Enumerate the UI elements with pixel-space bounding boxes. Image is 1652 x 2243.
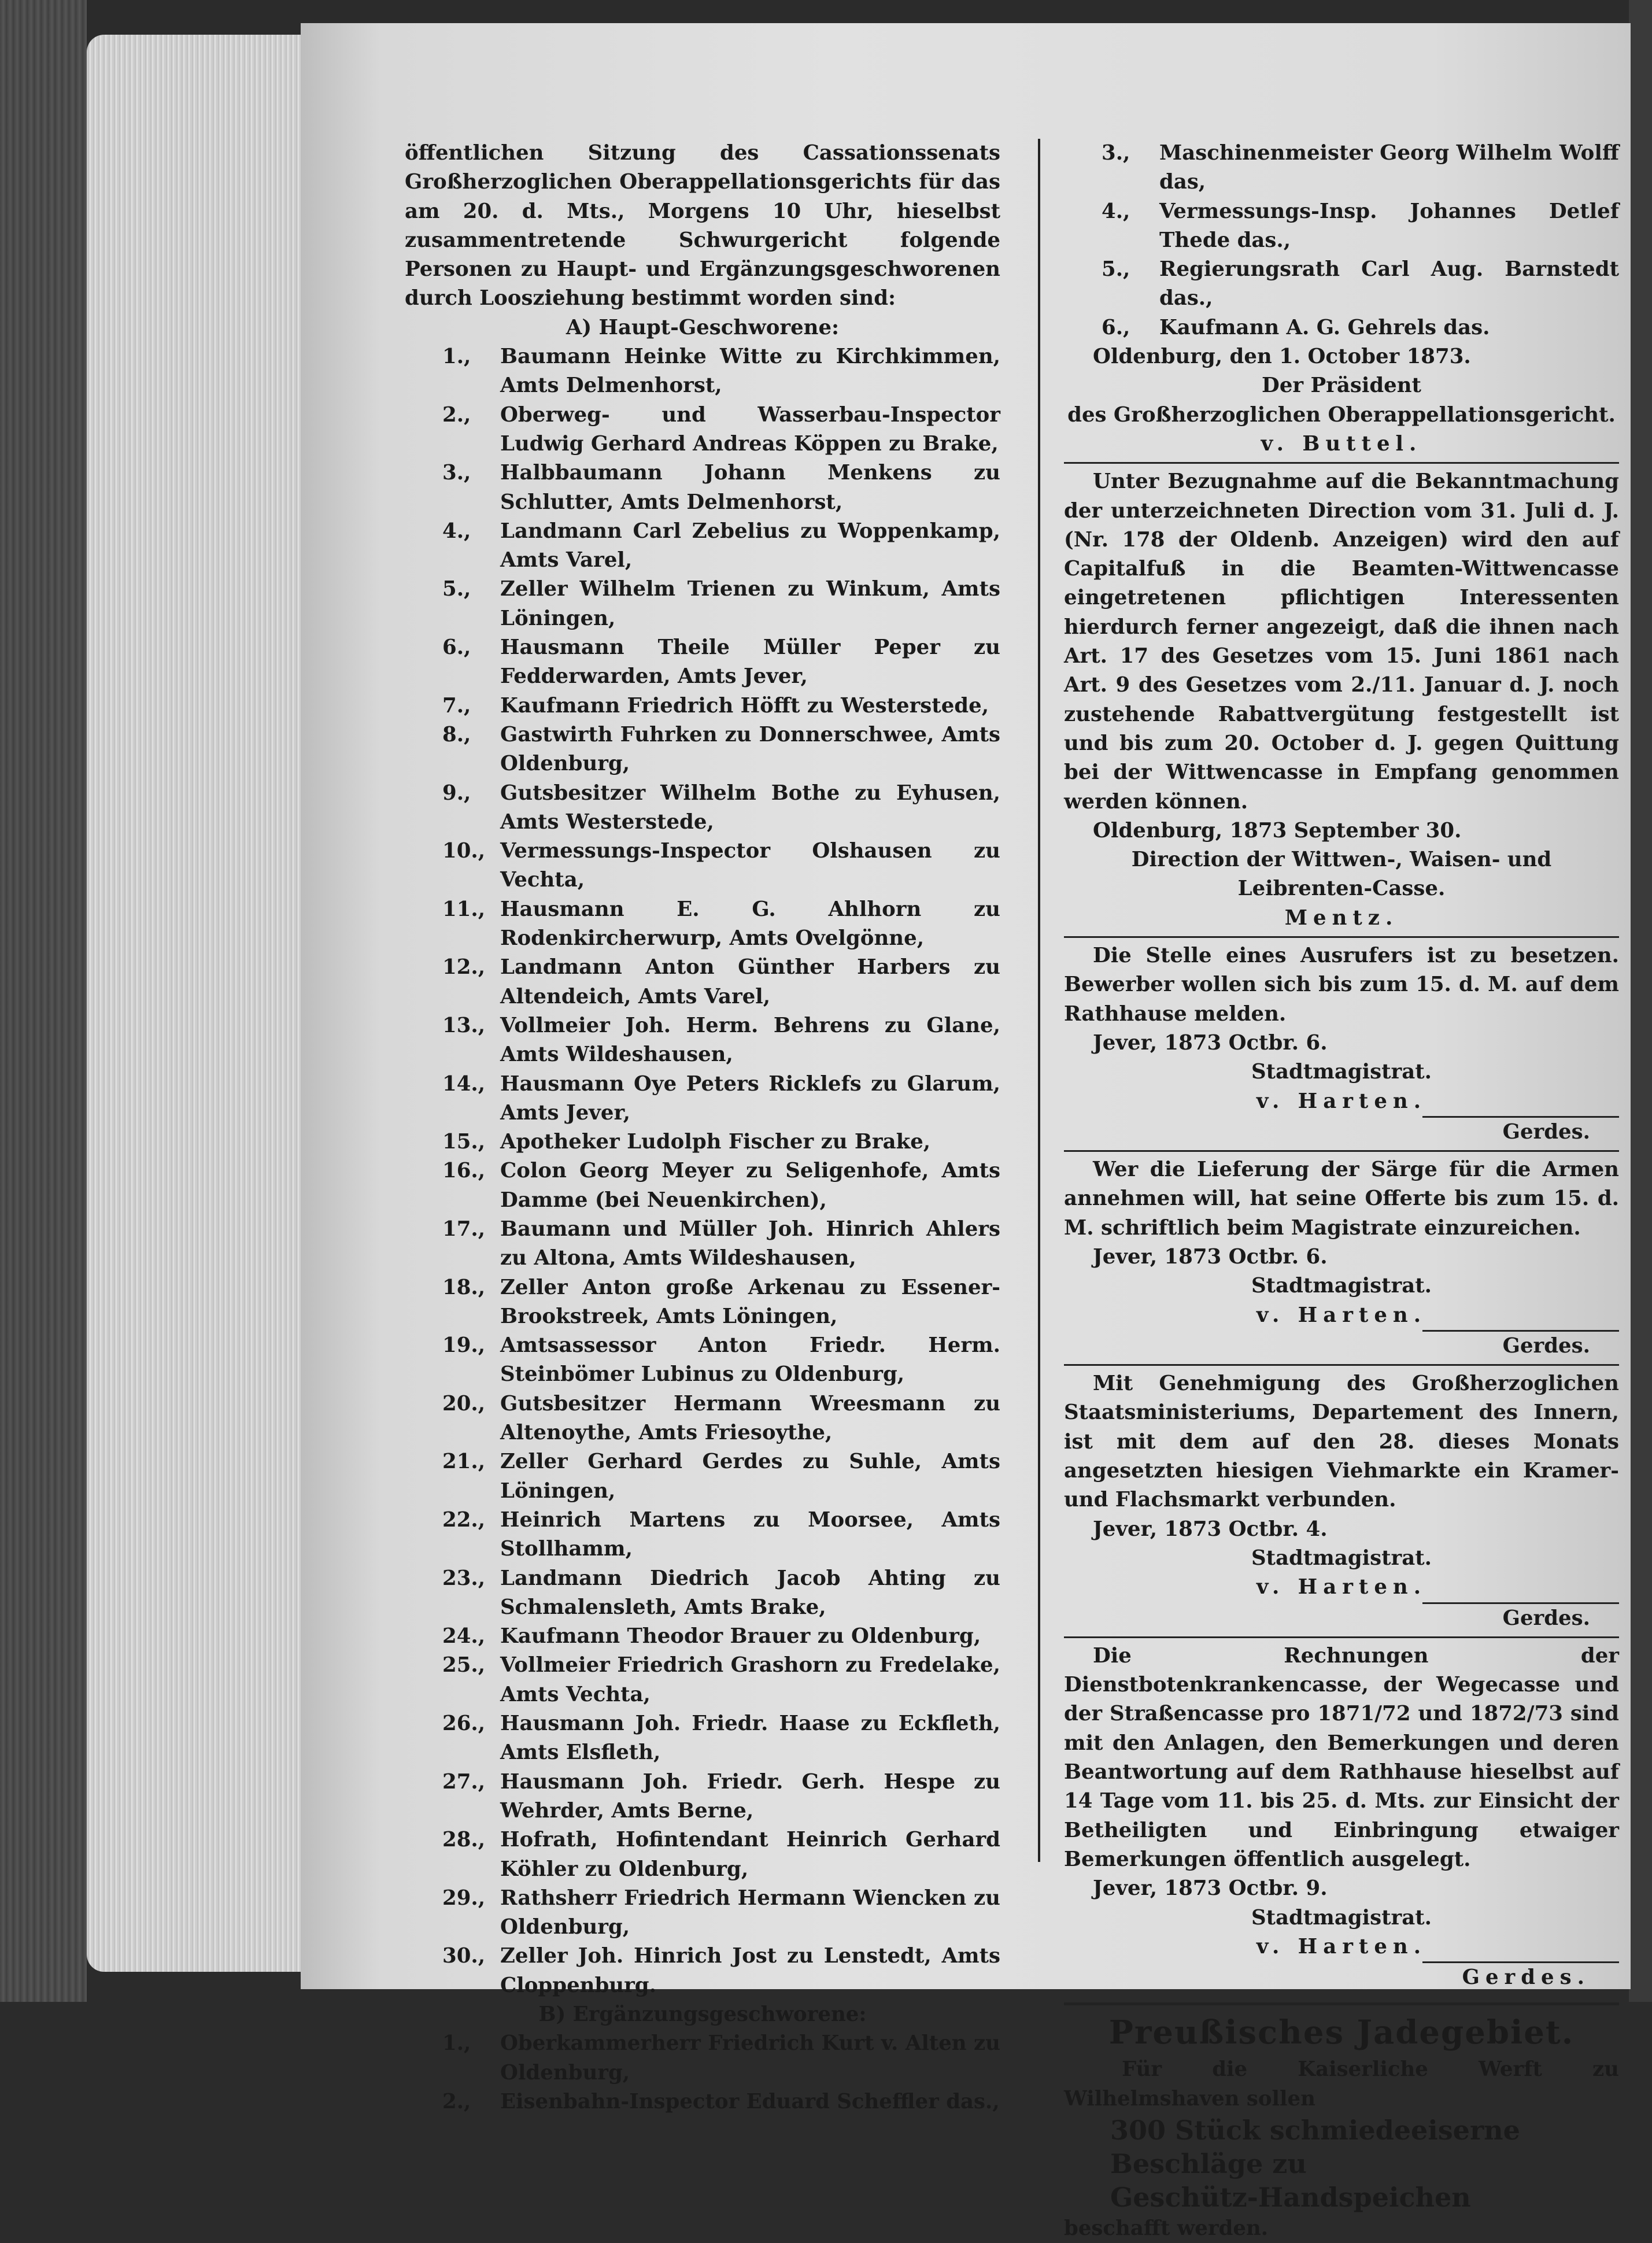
list-item	[405, 517, 1000, 575]
item-text: Halbbaumann Johann Menkens zu Schlutter, Amts Delmenhorst,	[500, 461, 1000, 514]
left-column	[405, 139, 1000, 2116]
list-item	[405, 953, 1000, 1011]
item-number: 20.,	[442, 1391, 486, 1416]
divider-1	[1064, 462, 1619, 464]
signature-mentz: Mentz.	[1284, 906, 1399, 930]
list-item	[405, 895, 1000, 954]
list-item	[405, 1390, 1000, 1448]
list-item	[405, 1331, 1000, 1390]
item-number: 12.,	[442, 955, 486, 980]
magistrat-4: Stadtmagistrat.	[1251, 1274, 1432, 1298]
date-2: Oldenburg, 1873 September 30.	[1093, 818, 1462, 842]
list-item	[405, 779, 1000, 837]
list-item	[405, 1070, 1000, 1128]
item-text: Landmann Diedrich Jacob Ahting zu Schmalensleth, Amts Brake,	[500, 1566, 1000, 1619]
item-number: 8.,	[442, 722, 471, 747]
item-text: Vollmeier Friedrich Grashorn zu Fredelake, Amts Vechta,	[500, 1653, 1000, 1706]
item-number: 16.,	[442, 1159, 486, 1183]
list-item	[405, 1709, 1000, 1768]
item-text: Zeller Wilhelm Trienen zu Winkum, Amts Löningen,	[500, 577, 1000, 630]
harten-3: v. Harten.	[1256, 1089, 1427, 1113]
list-item	[405, 401, 1000, 459]
list-item	[405, 837, 1000, 895]
item-text: Oberweg- und Wasserbau-Inspector Ludwig Gerhard Andreas Köppen zu Brake,	[500, 402, 1000, 456]
list-item	[405, 1011, 1000, 1070]
item-number: 4.,	[442, 519, 471, 543]
item-text: Gutsbesitzer Wilhelm Bothe zu Eyhusen, Amts Westerstede,	[500, 781, 1000, 834]
list-item	[405, 342, 1000, 401]
book-spine-edge	[0, 0, 87, 2002]
item-number: 2.,	[442, 402, 471, 427]
date-5: Jever, 1873 Octbr. 4.	[1093, 1517, 1328, 1541]
item-number: 3.,	[442, 461, 471, 485]
item-number: 1.,	[442, 2031, 471, 2056]
gerdes-4: Gerdes.	[1502, 1333, 1590, 1358]
item-text: Hausmann Joh. Friedr. Haase zu Eckfleth, Amts Elsfleth,	[500, 1712, 1000, 1765]
item-number: 24.,	[442, 1624, 486, 1649]
item-text: Gastwirth Fuhrken zu Donnerschwee, Amts Oldenburg,	[500, 722, 1000, 776]
item-number: 23.,	[442, 1566, 486, 1590]
intro-text: öffentlichen Sitzung des Cassationssenats Großherzoglichen Oberappellationsgerichts für das am 20. d. Mts., Morgens 10 Uhr, hieselbst zusammentretende Schwurgericht folgende Personen zu Haupt- und Ergänzungsgeschworenen durch Loosziehung bestimmt worden sind:	[405, 141, 1000, 311]
date-1: Oldenburg, den 1. October 1873.	[1093, 345, 1471, 369]
magistrat-5: Stadtmagistrat.	[1251, 1546, 1432, 1570]
list-item	[405, 1942, 1000, 2000]
column-divider	[1038, 139, 1040, 1862]
section-rule	[1064, 2002, 1619, 2005]
item-number: 4.,	[1102, 199, 1130, 223]
item-number: 2.,	[442, 2089, 471, 2113]
item-text: Oberkammerherr Friedrich Kurt v. Alten zu Oldenburg,	[500, 2031, 1000, 2085]
notice-markt: Mit Genehmigung des Großherzoglichen Staatsministeriums, Departement des Innern, ist mit dem auf den 28. dieses Monats angesetzten hiesigen Viehmarkte ein Kramer- und Flachsmarkt verbunden.	[1064, 1372, 1619, 1512]
right-column	[1064, 139, 1619, 2243]
list-item	[405, 1506, 1000, 1564]
notice-wittwencasse: Unter Bezugnahme auf die Bekanntmachung der unterzeichneten Direction vom 31. Juli d. J. (Nr. 178 der Oldenb. Anzeigen) wird den auf Capitalfuß in die Beamten-Wittwencasse eingetretenen pflichtigen Interessenten hierdurch ferner angezeigt, daß die ihnen nach Art. 17 des Gesetzes vom 15. Juni 1861 nach Art. 9 des Gesetzes vom 2./11. Januar d. J. noch zustehende Rabattvergütung festgestellt ist und bis zum 20. October d. J. gegen Quittung bei der Wittwencasse in Empfang genommen werden können.	[1064, 470, 1619, 814]
direction-name: Direction der Wittwen-, Waisen- und Leibrenten-Casse.	[1131, 848, 1552, 901]
item-text: Hausmann Joh. Friedr. Gerh. Hespe zu Wehrder, Amts Berne,	[500, 1769, 1000, 1823]
item-number: 19.,	[442, 1333, 486, 1358]
list-item	[405, 2029, 1000, 2087]
section-b-heading: B) Ergänzungsgeschworene:	[538, 2002, 867, 2026]
harten-4: v. Harten.	[1256, 1303, 1427, 1327]
section-a-heading: A) Haupt-Geschworene:	[566, 315, 840, 339]
gerdes-6: Gerdes.	[1462, 1965, 1590, 1990]
item-number: 30.,	[442, 1944, 486, 1968]
item-number: 18.,	[442, 1275, 486, 1299]
date-6: Jever, 1873 Octbr. 9.	[1093, 1876, 1328, 1901]
list-item	[1064, 139, 1619, 197]
signature-buttel: v. Buttel.	[1261, 431, 1422, 456]
item-text: Vermessungs-Inspector Olshausen zu Vechta,	[500, 839, 1000, 892]
item-text: Kaufmann A. G. Gehrels das.	[1159, 315, 1490, 339]
item-number: 25.,	[442, 1653, 486, 1677]
list-item	[1064, 255, 1619, 313]
list-item	[1064, 313, 1619, 342]
item-text: Kaufmann Friedrich Höfft zu Westerstede,	[500, 693, 989, 718]
notice-rechnungen: Die Rechnungen der Dienstbotenkrankencasse, der Wegecasse und der Straßencasse pro 1871/72 und 1872/73 sind mit den Anlagen, den Bemerkungen und deren Beantwortung auf dem Rathhause hieselbst auf 14 Tage vom 11. bis 25. d. Mts. zur Einsicht der Betheiligten und Einbringung etwaiger Bemerkungen öffentlich ausgelegt.	[1064, 1643, 1619, 1871]
item-text: Hofrath, Hofintendant Heinrich Gerhard Köhler zu Oldenburg,	[500, 1828, 1000, 1881]
date-4: Jever, 1873 Octbr. 6.	[1093, 1244, 1328, 1269]
jadegebiet-heading: Preußisches Jadegebiet.	[1108, 2013, 1575, 2052]
list-item	[405, 1622, 1000, 1651]
harten-5: v. Harten.	[1256, 1575, 1427, 1599]
item-number: 27.,	[442, 1769, 486, 1794]
item-text: Hausmann E. G. Ahlhorn zu Rodenkircherwurp, Amts Ovelgönne,	[500, 897, 1000, 951]
list-item	[405, 633, 1000, 692]
item-number: 10.,	[442, 839, 486, 863]
item-text: Baumann Heinke Witte zu Kirchkimmen, Amts Delmenhorst,	[500, 345, 1000, 398]
magistrat-6: Stadtmagistrat.	[1251, 1905, 1432, 1930]
item-number: 5.,	[442, 577, 471, 601]
werft-tail: beschafft werden.	[1064, 2216, 1269, 2240]
item-number: 11.,	[442, 897, 486, 921]
item-number: 5.,	[1102, 257, 1130, 282]
divider-2	[1064, 936, 1619, 938]
notice-werft: Für die Kaiserliche Werft zu Wilhelmshaven sollen	[1064, 2057, 1619, 2111]
item-text: Rathsherr Friedrich Hermann Wiencken zu Oldenburg,	[500, 1886, 1000, 1939]
item-number: 22.,	[442, 1507, 486, 1532]
item-text: Maschinenmeister Georg Wilhelm Wolff das,	[1159, 141, 1619, 194]
list-item	[405, 459, 1000, 517]
item-number: 9.,	[442, 781, 471, 805]
item-number: 7.,	[442, 693, 471, 718]
item-text: Kaufmann Theodor Brauer zu Oldenburg,	[500, 1624, 981, 1649]
item-text: Eisenbahn-Inspector Eduard Scheffler das.,	[500, 2089, 1000, 2113]
page-stack	[87, 35, 301, 1972]
item-number: 28.,	[442, 1828, 486, 1852]
right-shadow	[1629, 0, 1652, 2002]
list-a	[405, 342, 1000, 2000]
list-item	[405, 692, 1000, 720]
harten-6: v. Harten.	[1256, 1934, 1427, 1959]
list-b	[405, 2029, 1000, 2116]
item-text: Vermessungs-Insp. Johannes Detlef Thede das.,	[1159, 199, 1619, 252]
item-text: Landmann Anton Günther Harbers zu Altendeich, Amts Varel,	[500, 955, 1000, 1008]
list-item	[405, 1215, 1000, 1273]
item-text: Apotheker Ludolph Fischer zu Brake,	[500, 1130, 931, 1154]
list-item	[405, 1826, 1000, 1884]
item-number: 29.,	[442, 1886, 486, 1910]
item-text: Zeller Anton große Arkenau zu Essener-Brookstreek, Amts Löningen,	[500, 1275, 1000, 1328]
werft-item-1: 300 Stück schmiedeeiserne Beschläge zu	[1110, 2115, 1520, 2179]
divider-5	[1064, 1636, 1619, 1638]
item-text: Colon Georg Meyer zu Seligenhofe, Amts Damme (bei Neuenkirchen),	[500, 1159, 1000, 1212]
werft-item-2: Geschütz-Handspeichen	[1110, 2182, 1471, 2213]
notice-ausrufer: Die Stelle eines Ausrufers ist zu besetzen. Bewerber wollen sich bis zum 15. d. M. auf dem Rathhause melden.	[1064, 944, 1619, 1026]
item-number: 21.,	[442, 1450, 486, 1474]
divider-4	[1064, 1364, 1619, 1366]
gerdes-3: Gerdes.	[1502, 1119, 1590, 1144]
item-text: Zeller Joh. Hinrich Jost zu Lenstedt, Amts Cloppenburg.	[500, 1944, 1000, 1997]
list-item	[405, 720, 1000, 779]
item-number: 15.,	[442, 1130, 486, 1154]
list-item	[405, 2087, 1000, 2116]
item-text: Amtsassessor Anton Friedr. Herm. Steinbömer Lubinus zu Oldenburg,	[500, 1333, 1000, 1387]
item-number: 6.,	[442, 635, 471, 660]
item-number: 6.,	[1102, 315, 1130, 339]
item-number: 1.,	[442, 345, 471, 369]
court-name: des Großherzoglichen Oberappellationsgericht.	[1067, 402, 1616, 427]
item-number: 3.,	[1102, 141, 1130, 165]
item-text: Hausmann Theile Müller Peper zu Fedderwarden, Amts Jever,	[500, 635, 1000, 689]
item-number: 14.,	[442, 1071, 486, 1096]
list-item	[405, 1768, 1000, 1826]
item-text: Zeller Gerhard Gerdes zu Suhle, Amts Löningen,	[500, 1450, 1000, 1503]
item-text: Regierungsrath Carl Aug. Barnstedt das.,	[1159, 257, 1619, 311]
list-item	[405, 1884, 1000, 1942]
divider-3	[1064, 1150, 1619, 1152]
newspaper-page	[301, 23, 1631, 2240]
list-item	[405, 575, 1000, 633]
item-text: Baumann und Müller Joh. Hinrich Ahlers zu Altona, Amts Wildeshausen,	[500, 1217, 1000, 1270]
item-number: 26.,	[442, 1712, 486, 1736]
date-3: Jever, 1873 Octbr. 6.	[1093, 1030, 1328, 1055]
list-item	[405, 1156, 1000, 1215]
list-item	[1064, 197, 1619, 256]
item-text: Heinrich Martens zu Moorsee, Amts Stollhamm,	[500, 1507, 1000, 1561]
list-item	[405, 1564, 1000, 1623]
notice-saerge: Wer die Lieferung der Särge für die Armen annehmen will, hat seine Offerte bis zum 15. d. M. schriftlich beim Magistrate einzureichen.	[1064, 1158, 1619, 1240]
list-item	[405, 1651, 1000, 1709]
list-item	[405, 1273, 1000, 1332]
praesident-title: Der Präsident	[1262, 374, 1421, 398]
item-text: Landmann Carl Zebelius zu Woppenkamp, Amts Varel,	[500, 519, 1000, 572]
item-text: Gutsbesitzer Hermann Wreesmann zu Altenoythe, Amts Friesoythe,	[500, 1391, 1000, 1445]
item-number: 17.,	[442, 1217, 486, 1241]
item-number: 13.,	[442, 1013, 486, 1037]
item-text: Vollmeier Joh. Herm. Behrens zu Glane, Amts Wildeshausen,	[500, 1013, 1000, 1067]
list-item	[405, 1128, 1000, 1156]
list-item	[405, 1447, 1000, 1506]
gerdes-5: Gerdes.	[1502, 1606, 1590, 1630]
item-text: Hausmann Oye Peters Ricklefs zu Glarum, Amts Jever,	[500, 1071, 1000, 1125]
list-b-cont	[1064, 139, 1619, 342]
magistrat-3: Stadtmagistrat.	[1251, 1060, 1432, 1084]
